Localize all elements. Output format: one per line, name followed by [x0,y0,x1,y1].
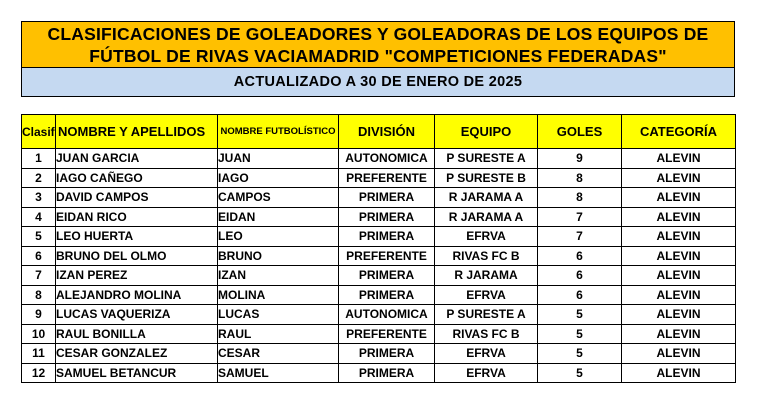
nickname-cell: IAGO [218,168,339,188]
position-cell: 2 [22,168,56,188]
category-cell: ALEVIN [622,266,736,286]
goals-cell: 7 [538,207,622,227]
nickname-cell: RAUL [218,324,339,344]
division-cell: PRIMERA [339,188,435,208]
goals-cell: 5 [538,324,622,344]
team-cell: RIVAS FC B [435,246,538,266]
position-cell: 12 [22,363,56,383]
name-cell: JUAN GARCIA [56,149,218,169]
division-cell: PREFERENTE [339,168,435,188]
header-nombre: NOMBRE Y APELLIDOS [56,115,218,149]
header-division: DIVISIÓN [339,115,435,149]
nickname-cell: LEO [218,227,339,247]
division-cell: PRIMERA [339,207,435,227]
name-cell: EIDAN RICO [56,207,218,227]
division-cell: PRIMERA [339,266,435,286]
goals-cell: 6 [538,266,622,286]
nickname-cell: CESAR [218,344,339,364]
category-cell: ALEVIN [622,227,736,247]
header-equipo: EQUIPO [435,115,538,149]
update-banner: ACTUALIZADO A 30 DE ENERO DE 2025 [21,68,735,97]
nickname-cell: BRUNO [218,246,339,266]
team-cell: EFRVA [435,227,538,247]
nickname-cell: SAMUEL [218,363,339,383]
category-cell: ALEVIN [622,344,736,364]
category-cell: ALEVIN [622,363,736,383]
goals-cell: 8 [538,168,622,188]
nickname-cell: MOLINA [218,285,339,305]
table-row [22,246,736,266]
title-line-1: CLASIFICACIONES DE GOLEADORES Y GOLEADORAS DE LOS EQUIPOS DE [47,23,709,44]
goals-cell: 9 [538,149,622,169]
name-cell: LUCAS VAQUERIZA [56,305,218,325]
nickname-cell: IZAN [218,266,339,286]
table-row [22,227,736,247]
division-cell: PRIMERA [339,227,435,247]
category-cell: ALEVIN [622,285,736,305]
division-cell: AUTONOMICA [339,305,435,325]
name-cell: LEO HUERTA [56,227,218,247]
table-row [22,149,736,169]
page-title [21,21,735,68]
nickname-cell: LUCAS [218,305,339,325]
team-cell: R JARAMA [435,266,538,286]
position-cell: 11 [22,344,56,364]
header-futbolistico: NOMBRE FUTBOLÍSTICO [218,115,339,149]
goals-cell: 7 [538,227,622,247]
goals-cell: 5 [538,305,622,325]
division-cell: PRIMERA [339,363,435,383]
position-cell: 10 [22,324,56,344]
category-cell: ALEVIN [622,324,736,344]
header-row [22,115,736,149]
team-cell: P SURESTE B [435,168,538,188]
team-cell: EFRVA [435,285,538,305]
name-cell: ALEJANDRO MOLINA [56,285,218,305]
table-row [22,324,736,344]
division-cell: PRIMERA [339,285,435,305]
position-cell: 7 [22,266,56,286]
category-cell: ALEVIN [622,188,736,208]
table-row [22,363,736,383]
category-cell: ALEVIN [622,305,736,325]
position-cell: 5 [22,227,56,247]
team-cell: EFRVA [435,363,538,383]
table-row [22,344,736,364]
division-cell: AUTONOMICA [339,149,435,169]
position-cell: 1 [22,149,56,169]
team-cell: R JARAMA A [435,207,538,227]
team-cell: R JARAMA A [435,188,538,208]
goals-cell: 6 [538,285,622,305]
name-cell: RAUL BONILLA [56,324,218,344]
team-cell: EFRVA [435,344,538,364]
header-categoria: CATEGORÍA [622,115,736,149]
category-cell: ALEVIN [622,246,736,266]
header-goles: GOLES [538,115,622,149]
scorers-table [21,114,736,383]
position-cell: 9 [22,305,56,325]
table-row [22,168,736,188]
header-clasif: Clasif [22,115,56,149]
position-cell: 4 [22,207,56,227]
division-cell: PREFERENTE [339,324,435,344]
table-row [22,305,736,325]
name-cell: DAVID CAMPOS [56,188,218,208]
goals-cell: 6 [538,246,622,266]
nickname-cell: EIDAN [218,207,339,227]
title-line-2: FÚTBOL DE RIVAS VACIAMADRID "COMPETICIONES FEDERADAS" [89,45,667,66]
position-cell: 6 [22,246,56,266]
goals-cell: 5 [538,363,622,383]
table-row [22,188,736,208]
category-cell: ALEVIN [622,207,736,227]
name-cell: IAGO CAÑEGO [56,168,218,188]
team-cell: P SURESTE A [435,149,538,169]
table-row [22,266,736,286]
nickname-cell: JUAN [218,149,339,169]
position-cell: 8 [22,285,56,305]
team-cell: RIVAS FC B [435,324,538,344]
goals-cell: 5 [538,344,622,364]
name-cell: SAMUEL BETANCUR [56,363,218,383]
name-cell: CESAR GONZALEZ [56,344,218,364]
category-cell: ALEVIN [622,149,736,169]
nickname-cell: CAMPOS [218,188,339,208]
division-cell: PRIMERA [339,344,435,364]
team-cell: P SURESTE A [435,305,538,325]
position-cell: 3 [22,188,56,208]
category-cell: ALEVIN [622,168,736,188]
name-cell: IZAN PEREZ [56,266,218,286]
table-row [22,207,736,227]
division-cell: PREFERENTE [339,246,435,266]
goals-cell: 8 [538,188,622,208]
table-row [22,285,736,305]
name-cell: BRUNO DEL OLMO [56,246,218,266]
